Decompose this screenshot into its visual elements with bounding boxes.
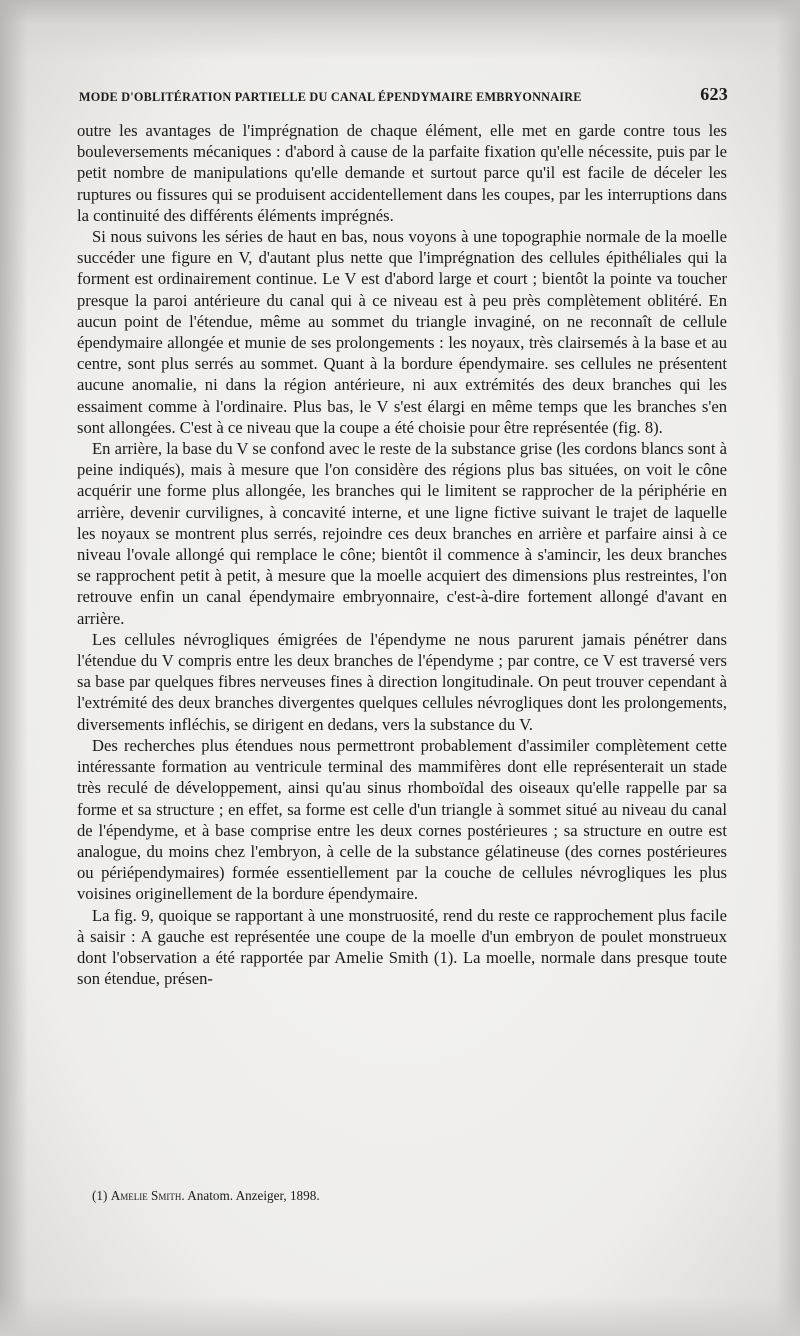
- running-head: [77, 84, 727, 108]
- body-text: [77, 120, 727, 989]
- page-number: 623: [700, 84, 728, 104]
- footnote-author: Amelie Smith.: [110, 1188, 185, 1203]
- paragraph-1: outre les avantages de l'imprégnation de chaque élément, elle met en garde contre tous les bouleversements mécaniques : d'abord à cause de la parfaite fixation qu'elle nécessite, puis par le petit nombre de manipulations qu'elle demande et surtout parce qu'il est facile de déceler les ruptures ou fissures qui se produisent accidentellement dans les coupes, par les interruptions dans la continuité des différents éléments imprégnés.: [77, 121, 727, 225]
- running-head-title: MODE D'OBLITÉRATION PARTIELLE DU CANAL ÉPENDYMAIRE EMBRYONNAIRE: [79, 90, 582, 104]
- page-content: [77, 84, 728, 1203]
- paragraph-6: La fig. 9, quoique se rapportant à une monstruosité, rend du reste ce rapprochement plus facile à saisir : A gauche est représentée une coupe de la moelle d'un embryon de poulet monstrueux dont l'observation a été rapportée par Amelie Smith (1). La moelle, normale dans presque toute son étendue, présen-: [77, 905, 727, 989]
- scan-shadow-bottom: [0, 1296, 800, 1336]
- paragraph-2: Si nous suivons les séries de haut en bas, nous voyons à une topographie normale de la moelle succéder une figure en V, d'autant plus nette que l'imprégnation des cellules épithéliales qui la forment est ordinairement continue. Le V est d'abord large et court ; bientôt la pointe va toucher presque la paroi antérieure du canal qui à ce niveau est à peu près complètement oblitéré. En aucun point de l'étendue, même au sommet du triangle invaginé, on ne reconnaît de cellule épendymaire allongée et munie de ses prolongements : les noyaux, très clairsemés à la base et au centre, sont plus serrés au sommet. Quant à la bordure épendymaire. ses cellules ne présentent aucune anomalie, ni dans la région antérieure, ni aux extrémités des deux branches qui les essaiment comme à l'ordinaire. Plus bas, le V s'est élargi en même temps que les branches s'en sont allongées. C'est à ce niveau que la coupe a été choisie pour être représentée (fig. 8).: [77, 227, 727, 437]
- scan-shadow-top: [0, 0, 800, 60]
- footnote-marker: (1): [92, 1188, 108, 1203]
- footnote: [92, 1188, 320, 1204]
- paragraph-4: Les cellules névrogliques émigrées de l'épendyme ne nous parurent jamais pénétrer dans l'étendue du V compris entre les deux branches de l'épendyme ; par contre, ce V est traversé vers sa base par quelques fibres nerveuses fines à direction longitudinale. On peut trouver cependant à l'extrémité des deux branches divergentes quelques cellules névrogliques dont les prolongements, diversements infléchis, se dirigent en dedans, vers la substance du V.: [77, 629, 727, 734]
- scan-shadow-left: [0, 0, 28, 1336]
- scan-shadow-right: [776, 0, 800, 1336]
- paragraph-5: Des recherches plus étendues nous permettront probablement d'assimiler complètement cette intéressante formation au ventricule terminal des mammifères dont elle représenterait un stade très reculé de développement, ainsi qu'au sinus rhomboïdal des oiseaux qu'elle rappelle par sa forme et sa structure ; en effet, sa forme est celle d'un triangle à sommet situé au niveau du canal de l'épendyme, et à base comprise entre les deux cornes postérieures ; sa structure en outre est analogue, du moins chez l'embryon, à celle de la substance gélatineuse (des cornes postérieures ou périépendymaires) formée essentiellement par la couche de cellules névrogliques les plus voisines originellement de la bordure épendymaire.: [77, 735, 727, 904]
- footnote-reference: Anatom. Anzeiger, 1898.: [187, 1188, 320, 1203]
- paragraph-3: En arrière, la base du V se confond avec le reste de la substance grise (les cordons blancs sont à peine indiqués), mais à mesure que l'on considère des régions plus bas situées, on voit le cône acquérir une forme plus allongée, les branches qui le limitent se rapprocher de la périphérie en arrière, devenir curvilignes, à concavité interne, et une ligne fictive suivant le trajet de laquelle les noyaux se montrent plus serrés, rejoindre ces deux branches en arrière et parfaire ainsi à ce niveau l'ovale allongé qui remplace le cône; bientôt il commence à s'amincir, les deux branches se rapprochent petit à petit, à mesure que la moelle acquiert des dimensions plus restreintes, l'on retrouve enfin un canal épendymaire embryonnaire, c'est-à-dire fortement allongé d'avant en arrière.: [77, 439, 727, 628]
